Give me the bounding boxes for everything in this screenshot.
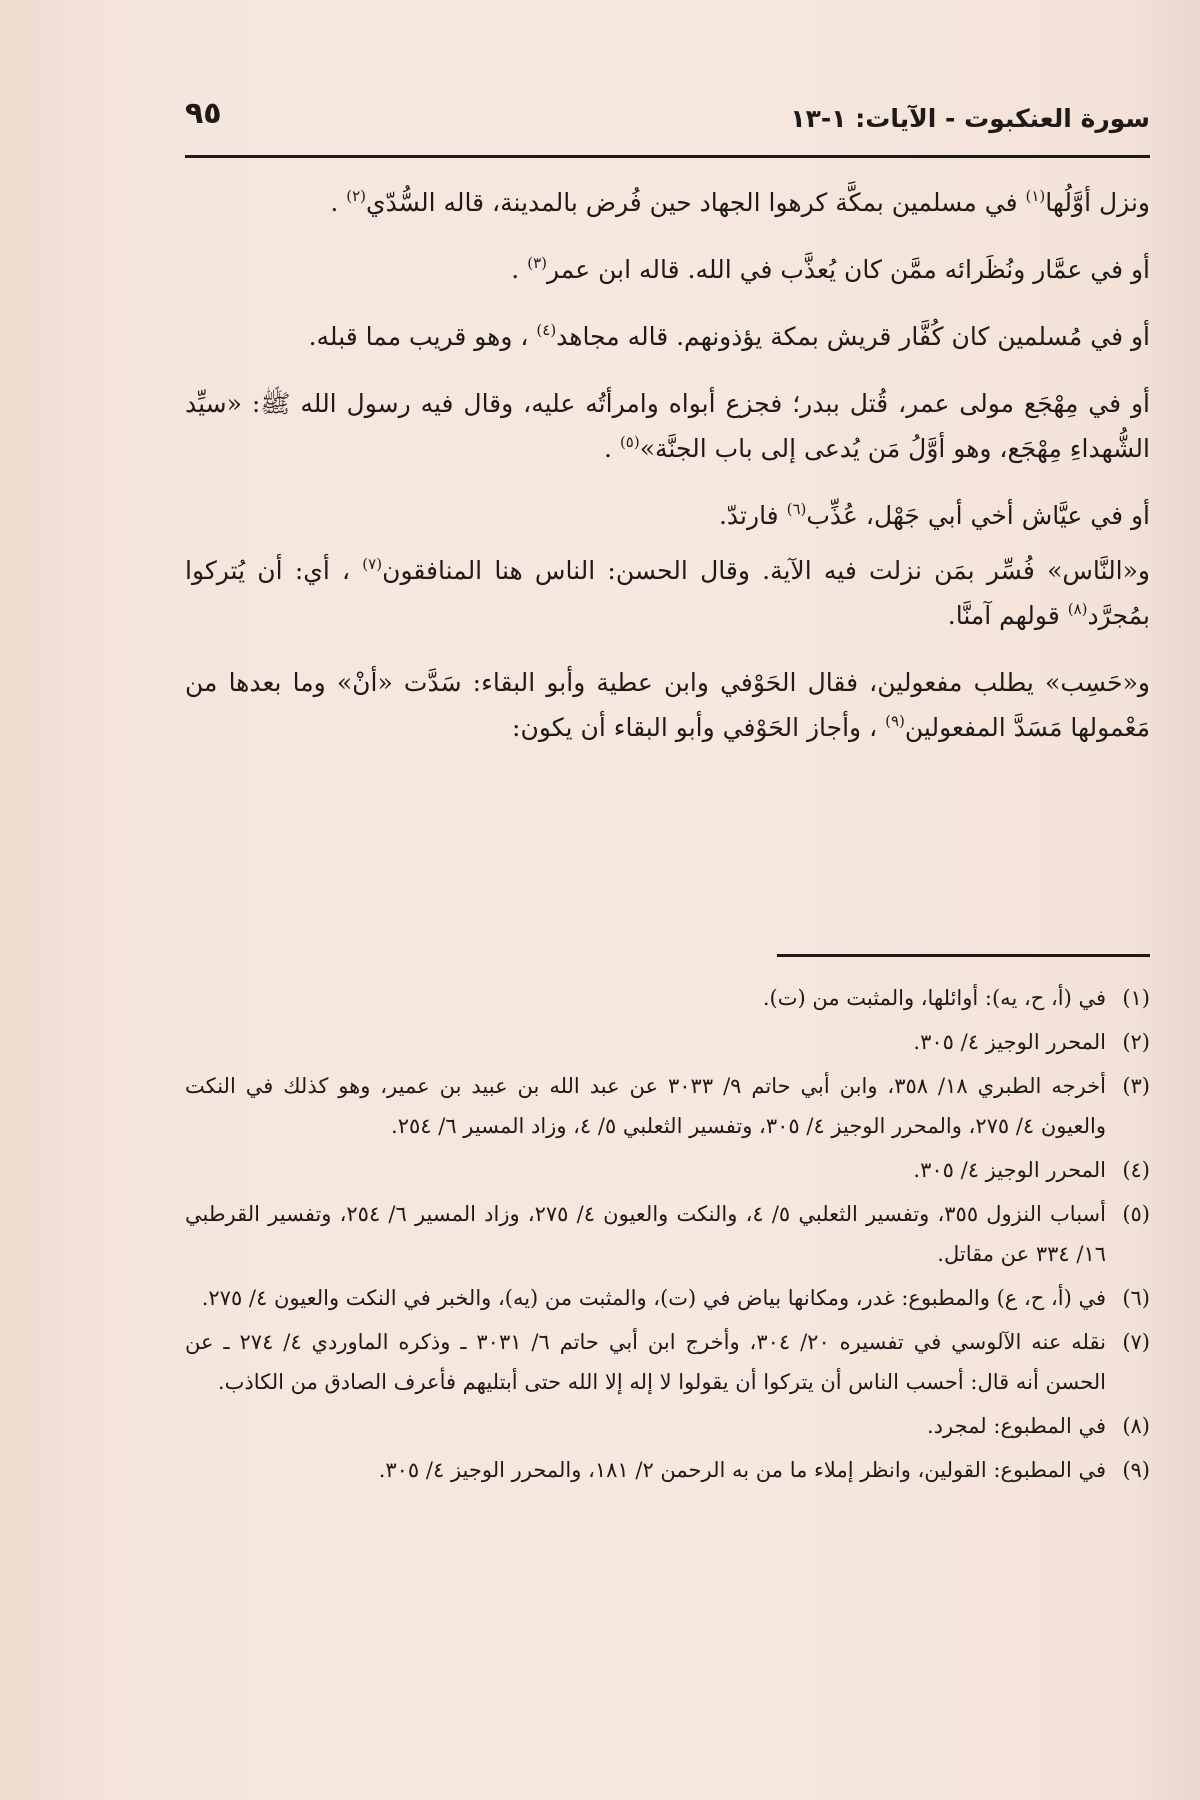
text-run: قولهم آمنَّا. <box>947 601 1068 630</box>
footnote-text: في المطبوع: القولين، وانظر إملاء ما من به الرحمن ٢/ ١٨١، والمحرر الوجيز ٤/ ٣٠٥. <box>378 1458 1106 1482</box>
body-paragraph <box>185 247 1150 292</box>
footnote-text: في (أ، ح، ع) والمطبوع: غدر، ومكانها بياض في (ت)، والمثبت من (يه)، والخبر في النكت والعيون ٤/ ٢٧٥. <box>201 1286 1106 1310</box>
text-run: أو في عمَّار ونُظَرائه ممَّن كان يُعذَّب في الله. قاله ابن عمر <box>546 255 1150 284</box>
footnote-text: المحرر الوجيز ٤/ ٣٠٥. <box>913 1158 1106 1182</box>
footnote-item <box>185 1278 1150 1318</box>
running-title: سورة العنكبوت - الآيات: ١-١٣ <box>790 104 1150 133</box>
text-run: و«حَسِب» يطلب مفعولين، فقال الحَوْفي وابن عطية وأبو البقاء: سَدَّت «أنْ» وما بعدها من مَعْمولها مَسَدَّ المفعولين <box>185 668 1150 742</box>
text-run: أو في عيَّاش أخي أبي جَهْل، عُذِّب <box>806 501 1150 530</box>
footnote-marker[interactable]: (٦) <box>786 500 807 518</box>
footnote-text: أسباب النزول ٣٥٥، وتفسير الثعلبي ٥/ ٤، والنكت والعيون ٤/ ٢٧٥، وزاد المسير ٦/ ٢٥٤، وتفسير القرطبي ١٦/ ٣٣٤ عن مقاتل. <box>185 1202 1106 1266</box>
text-run: . <box>330 188 347 217</box>
footnote-text: أخرجه الطبري ١٨/ ٣٥٨، وابن أبي حاتم ٩/ ٣٠٣٣ عن عبد الله بن عبيد بن عمير، وهو كذلك في النكت والعيون ٤/ ٢٧٥، والمحرر الوجيز ٤/ ٣٠٥، وتفسير الثعلبي ٥/ ٤، وزاد المسير ٦/ ٢٥٤. <box>185 1074 1106 1138</box>
footnote-marker[interactable]: (٥) <box>619 433 640 451</box>
text-run: أو في مِهْجَع مولى عمر، قُتل ببدر؛ فجزع أبواه وامرأتُه عليه، وقال فيه رسول الله ﷺ: «سيِّد الشُّهداءِ مِهْجَع، وهو أوَّلُ مَن يُدعى إلى باب الجنَّة» <box>185 389 1150 463</box>
text-run: . <box>511 255 528 284</box>
body-paragraph <box>185 548 1150 638</box>
text-run: فارتدّ. <box>718 501 787 530</box>
text-run: . <box>604 434 620 463</box>
footnote-number: (٣) <box>1122 1074 1150 1098</box>
footnote-number: (٦) <box>1122 1286 1150 1310</box>
footnote-item <box>185 1194 1150 1274</box>
book-page <box>185 0 1150 1800</box>
footnote-marker[interactable]: (٣) <box>527 254 547 272</box>
footnote-text: في المطبوع: لمجرد. <box>927 1414 1106 1438</box>
footnote-text: المحرر الوجيز ٤/ ٣٠٥. <box>913 1030 1106 1054</box>
footnote-item <box>185 1066 1150 1146</box>
body-paragraph <box>185 660 1150 750</box>
footnote-number: (٥) <box>1122 1202 1150 1226</box>
text-run: ، وهو قريب مما قبله. <box>308 322 537 351</box>
body-paragraph <box>185 314 1150 359</box>
footnote-marker[interactable]: (٩) <box>885 712 905 730</box>
main-text <box>185 180 1150 772</box>
footnote-number: (٤) <box>1122 1158 1150 1182</box>
footnote-item <box>185 1150 1150 1190</box>
footnote-marker[interactable]: (٧) <box>362 555 383 573</box>
footnote-item <box>185 1022 1150 1062</box>
body-paragraph <box>185 381 1150 471</box>
body-paragraph <box>185 493 1150 538</box>
footnote-separator <box>777 954 1150 957</box>
footnote-marker[interactable]: (٢) <box>346 187 367 205</box>
text-run: أو في مُسلمين كان كُفَّار قريش بمكة يؤذونهم. قاله مجاهد <box>556 322 1150 351</box>
text-run: ، أي: أن يُتركوا بمُجرَّد <box>185 556 1150 630</box>
footnotes <box>185 978 1150 1494</box>
footnote-marker[interactable]: (١) <box>1025 187 1046 205</box>
footnote-text: نقله عنه الآلوسي في تفسيره ٢٠/ ٣٠٤، وأخرج ابن أبي حاتم ٦/ ٣٠٣١ ـ وذكره الماوردي ٤/ ٢٧٤ ـ عن الحسن أنه قال: أحسب الناس أن يتركوا أن يقولوا لا إله إلا الله حتى أبتليهم فأعرف الصادق من الكاذب. <box>185 1330 1106 1394</box>
footnote-number: (٧) <box>1122 1330 1150 1354</box>
footnote-number: (٩) <box>1122 1458 1150 1482</box>
header-rule <box>185 155 1150 158</box>
footnote-item <box>185 1406 1150 1446</box>
footnote-number: (١) <box>1122 986 1150 1010</box>
footnote-item <box>185 978 1150 1018</box>
body-paragraph <box>185 180 1150 225</box>
running-head <box>185 96 1150 142</box>
text-run: ، وأجاز الحَوْفي وأبو البقاء أن يكون: <box>512 713 886 742</box>
text-run: و«النَّاس» فُسِّر بمَن نزلت فيه الآية. وقال الحسن: الناس هنا المنافقون <box>382 556 1150 585</box>
text-run: ونزل أوَّلُها <box>1045 188 1150 217</box>
page-number: ٩٥ <box>185 96 222 131</box>
footnote-marker[interactable]: (٤) <box>536 321 557 339</box>
footnote-text: في (أ، ح، يه): أوائلها، والمثبت من (ت). <box>762 986 1106 1010</box>
footnote-item <box>185 1322 1150 1402</box>
footnote-number: (٨) <box>1122 1414 1150 1438</box>
footnote-item <box>185 1450 1150 1490</box>
footnote-number: (٢) <box>1122 1030 1150 1054</box>
text-run: في مسلمين بمكَّة كرهوا الجهاد حين فُرض بالمدينة، قاله السُّدّي <box>366 188 1026 217</box>
footnote-marker[interactable]: (٨) <box>1067 600 1088 618</box>
